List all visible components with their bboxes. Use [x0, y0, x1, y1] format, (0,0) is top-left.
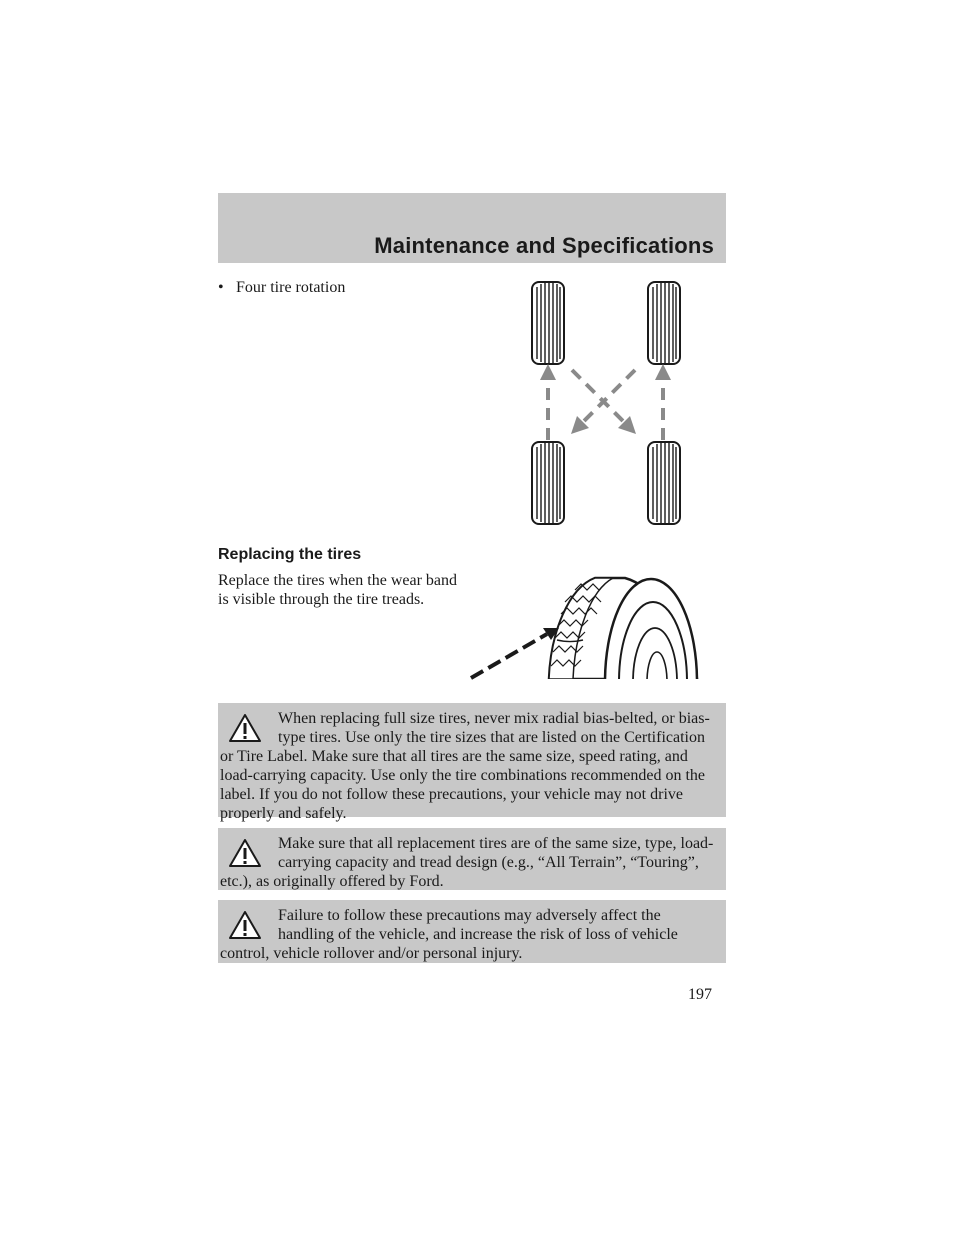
warning-icon: [228, 910, 262, 940]
warning-text: Failure to follow these precautions may adversely affect the handling of the vehicle, and increase the risk of loss of vehicle control, vehicle rollover and/or personal injury.: [220, 907, 678, 962]
front-right-tire: [648, 282, 680, 364]
tire-wear-band-illustration: [465, 572, 705, 682]
front-left-tire: [532, 282, 564, 364]
body-paragraph: Replace the tires when the wear band is visible through the tire treads.: [218, 572, 458, 608]
warning-box: [218, 703, 726, 822]
bullet-text: Four tire rotation: [236, 279, 346, 296]
section-header-band: [218, 193, 726, 263]
rear-right-tire: [648, 442, 680, 524]
warning-box: [218, 900, 726, 963]
cross-arrow-down-right: [572, 370, 624, 422]
wear-band-pointer: [471, 634, 547, 678]
warning-text: When replacing full size tires, never mix radial bias-belted, or bias-type tires. Use only the tire sizes that are listed on the Certification or Tire Label. Make sure that all tires are the same size, speed rating, and load-carrying capacity. Use only the tire combinations recommended on the label. If you do not follow these precautions, your vehicle may not drive properly and safely.: [220, 710, 710, 822]
tire-rotation-diagram: [520, 280, 700, 526]
warning-text: Make sure that all replacement tires are of the same size, type, load-carrying capacity and tread design (e.g., “All Terrain”, “Touring”, etc.), as originally offered by Ford.: [220, 835, 714, 890]
warning-box: [218, 828, 726, 890]
warning-icon: [228, 713, 262, 743]
section-heading: Replacing the tires: [218, 546, 362, 563]
bullet-item: [218, 279, 345, 297]
warning-icon: [228, 838, 262, 868]
section-title: Maintenance and Specifications: [374, 233, 714, 258]
cross-arrow-down-left: [583, 370, 635, 422]
rear-left-tire: [532, 442, 564, 524]
bullet-symbol: •: [218, 279, 224, 296]
page-number: 197: [688, 986, 712, 1003]
